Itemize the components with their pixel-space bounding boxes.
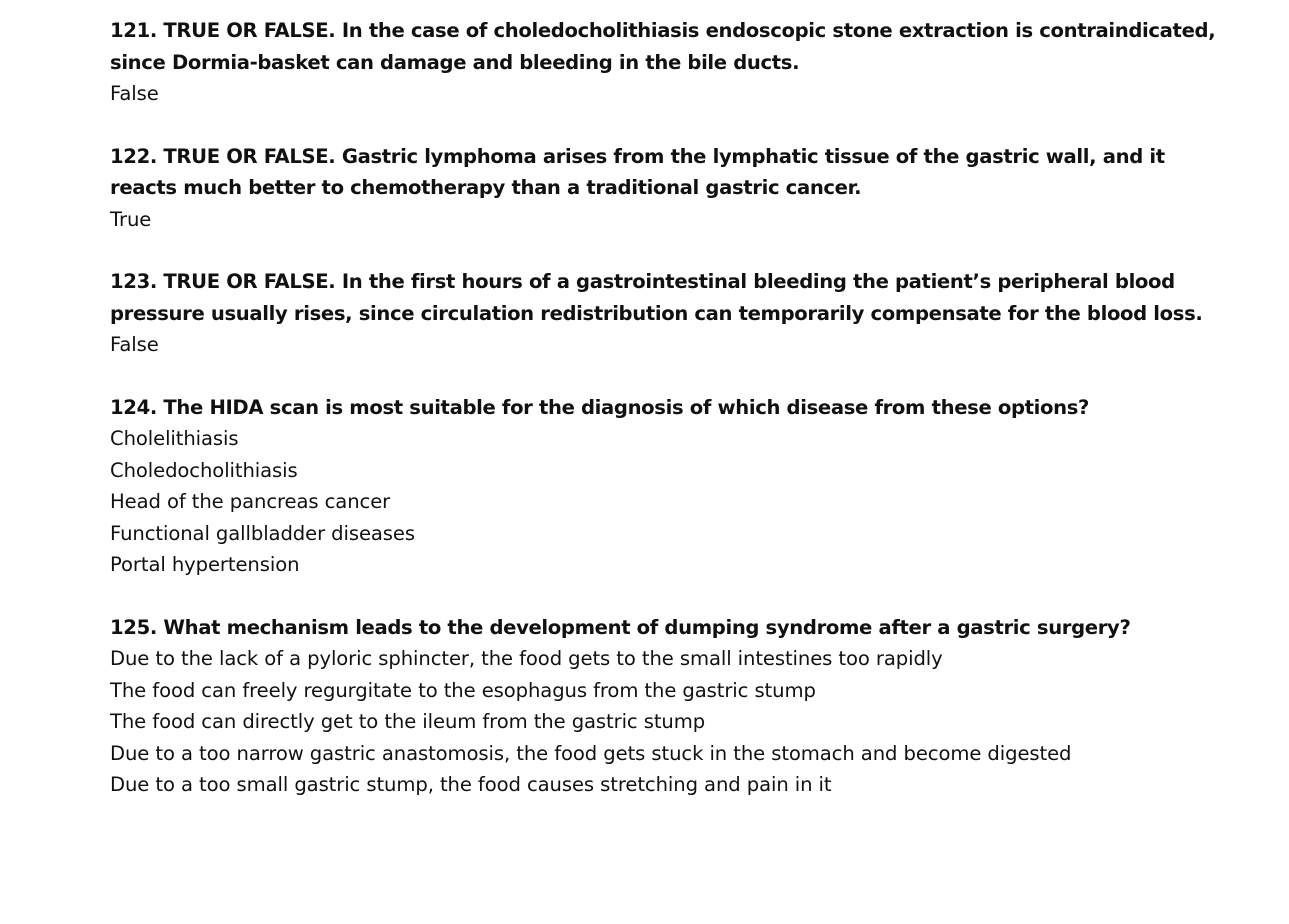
question-122 <box>110 141 1230 236</box>
option-line: Functional gallbladder diseases <box>110 521 415 545</box>
option-line: Due to a too small gastric stump, the food causes stretching and pain in it <box>110 773 832 796</box>
question-124 <box>110 392 1230 581</box>
answer-line: False <box>110 82 159 105</box>
option-line: Due to a too narrow gastric anastomosis, the food gets stuck in the stomach and become digested <box>110 741 1072 765</box>
answer-line: False <box>110 333 159 356</box>
option-line: Choledocholithiasis <box>110 458 298 482</box>
question-text: 123. TRUE OR FALSE. In the first hours of a gastrointestinal bleeding the patient’s peripheral blood pressure usually rises, since circulation redistribution can temporarily compensate for the blood loss. <box>110 270 1203 325</box>
question-121 <box>110 15 1230 110</box>
option-line: Portal hypertension <box>110 553 300 576</box>
question-text: 122. TRUE OR FALSE. Gastric lymphoma arises from the lymphatic tissue of the gastric wall, and it reacts much better to chemotherapy than a traditional gastric cancer. <box>110 144 1165 199</box>
option-line: The food can freely regurgitate to the esophagus from the gastric stump <box>110 678 816 702</box>
question-text: 124. The HIDA scan is most suitable for the diagnosis of which disease from these options? <box>110 395 1090 419</box>
document-page <box>110 15 1230 832</box>
option-line: Head of the pancreas cancer <box>110 490 391 513</box>
question-123 <box>110 266 1230 361</box>
question-125 <box>110 612 1230 801</box>
option-line: The food can directly get to the ileum from the gastric stump <box>110 710 706 733</box>
question-text: 125. What mechanism leads to the development of dumping syndrome after a gastric surgery? <box>110 615 1131 639</box>
option-line: Due to the lack of a pyloric sphincter, the food gets to the small intestines too rapidly <box>110 647 943 670</box>
option-line: Cholelithiasis <box>110 427 239 450</box>
question-text: 121. TRUE OR FALSE. In the case of choledocholithiasis endoscopic stone extraction is contraindicated, since Dormia-basket can damage and bleeding in the bile ducts. <box>110 19 1216 74</box>
answer-line: True <box>110 207 152 231</box>
